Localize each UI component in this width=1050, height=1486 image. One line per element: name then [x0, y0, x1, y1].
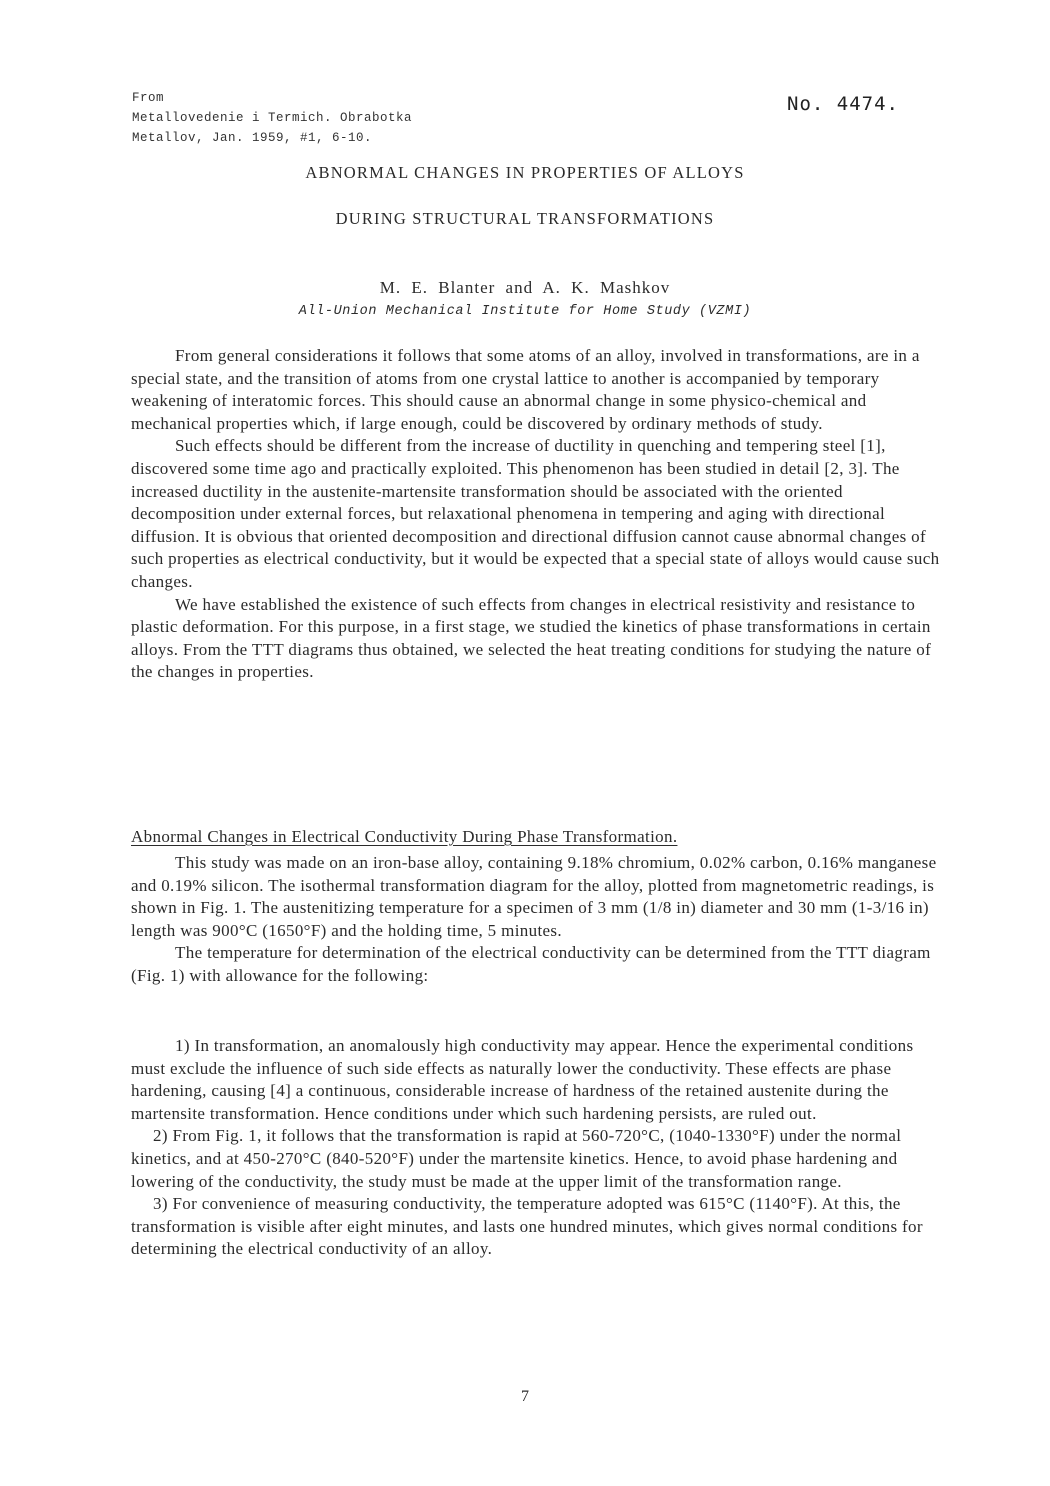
- title-line-1: ABNORMAL CHANGES IN PROPERTIES OF ALLOYS: [305, 163, 745, 182]
- document-number: No. 4474.: [787, 93, 899, 115]
- title-line-2: DURING STRUCTURAL TRANSFORMATIONS: [335, 209, 715, 228]
- source-line: Metallov, Jan. 1959, #1, 6-10.: [132, 131, 373, 145]
- intro-text: [131, 345, 941, 684]
- list-item: 3) For convenience of measuring conductivity, the temperature adopted was 615°C (1140°F). At this, the transformation is visible after eight minutes, and lasts one hundred minutes, which gives normal conditions for determining the electrical conductivity of an alloy.: [131, 1194, 923, 1259]
- list-item: 2) From Fig. 1, it follows that the transformation is rapid at 560-720°C, (1040-1330°F) under the normal kinetics, and at 450-270°C (840-520°F) under the martensite kinetics. Hence, to avoid phase hardening and lowering of the conductivity, the study must be made at the upper limit of the transformation range.: [131, 1126, 902, 1191]
- paragraph: We have established the existence of such effects from changes in electrical resistivity and resistance to plastic deformation. For this purpose, in a first stage, we studied the kinetics of phase transformations in certain alloys. From the TTT diagrams thus obtained, we selected the heat treating conditions for studying the nature of the changes in properties.: [131, 594, 932, 682]
- paragraph: Such effects should be different from the increase of ductility in quenching and tempering steel [1], discovered some time ago and practically exploited. This phenomenon has been studied in detail [2, 3]. The increased ductility in the austenite-martensite transformation should be associated with the oriented decomposition under external forces, but relaxational phenomena in tempering and aging with directional diffusion. It is obvious that oriented decomposition and directional diffusion cannot cause abnormal changes of such properties as electrical conductivity, but it would be expected that a special state of alloys would cause such changes.: [131, 436, 940, 591]
- affiliation: All-Union Mechanical Institute for Home Study (VZMI): [298, 304, 752, 319]
- page-number: 7: [521, 1388, 529, 1405]
- source-line: From: [132, 91, 165, 105]
- paragraph: This study was made on an iron-base alloy, containing 9.18% chromium, 0.02% carbon, 0.16% manganese and 0.19% silicon. The isothermal transformation diagram for the alloy, plotted from magnetometric readings, is shown in Fig. 1. The austenitizing temperature for a specimen of 3 mm (1/8 in) diameter and 30 mm (1-3/16 in) length was 900°C (1650°F) and the holding time, 5 minutes.: [131, 853, 937, 940]
- paragraph: From general considerations it follows that some atoms of an alloy, involved in transformations, are in a special state, and the transition of atoms from one crystal lattice to another is accompanied by temporary weakening of interatomic forces. This should cause an abnormal change in some physico-chemical and mechanical properties which, if large enough, could be discovered by ordinary methods of study.: [131, 346, 920, 433]
- section-text: [131, 852, 941, 988]
- source-citation: [132, 88, 412, 148]
- authors: M. E. Blanter and A. K. Mashkov: [379, 278, 671, 297]
- conditions-list: [131, 1035, 941, 1261]
- list-item: 1) In transformation, an anomalously high conductivity may appear. Hence the experimental conditions must exclude the influence of such side effects as naturally lower the conductivity. These effects are phase hardening, causing [4] a continuous, considerable increase of hardness of the retained austenite during the martensite transformation. Hence conditions under which such hardening persists, are ruled out.: [131, 1036, 914, 1123]
- paragraph: The temperature for determination of the electrical conductivity can be determined from the TTT diagram (Fig. 1) with allowance for the following:: [131, 943, 931, 985]
- source-line: Metallovedenie i Termich. Obrabotka: [132, 111, 413, 125]
- section-heading: Abnormal Changes in Electrical Conductivity During Phase Transformation.: [131, 827, 678, 846]
